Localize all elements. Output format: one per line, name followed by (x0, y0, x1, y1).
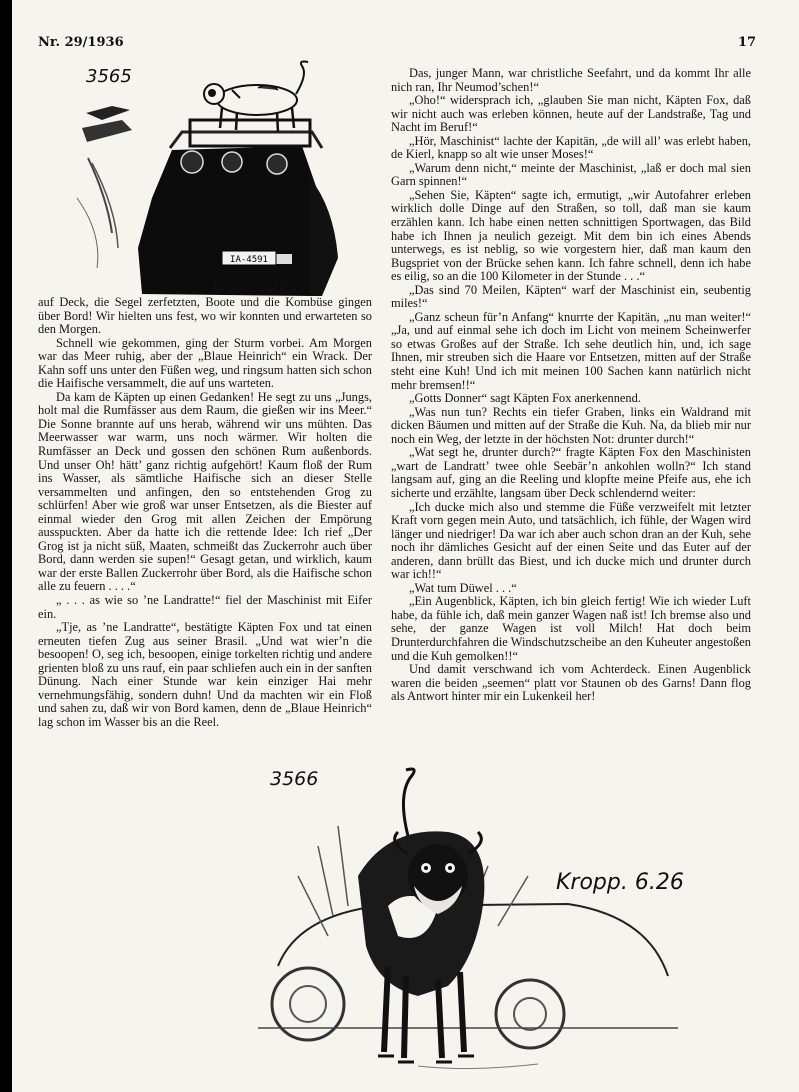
paragraph: „Sehen Sie, Käpten“ sagte ich, ermutigt, „wir Autofahrer erleben wirklich dolle Dinge auf den Straßen, so toll, daß man sie kaum erzählen kann. Ich habe einen netten schnittigen Sportwagen, das Bild habe ich Ihnen ja neulich gezeigt. Mit dem bin ich eines Abends unterwegs, es ist neblig, so wie vorgestern hier, daß man kaum den Bugspriet von der Brücke sehen kann. Ich fahre schnell, denn ich habe es eilig, so an die 100 Kilometer in der Stunde . . .“ (391, 187, 751, 284)
paragraph: „Ganz scheun für’n Anfang“ knurrte der Kapitän, „nu man weiter!“ „Ja, und auf einmal sehe ich doch im Licht von meinem Scheinwerfer so etwas Großes auf der Straße. Ich sehe deutlich hin, und, ich sage Ihnen, mir streuben sich die Haare vor Entsetzen, mitten auf der Straße steht eine Kuh! Und ich mit meinen 100 Sachen kann natürlich nicht mehr bremsen!!“ (391, 309, 751, 392)
paragraph: „Tje, as ’ne Landratte“, bestätigte Käpten Fox und tat einen erneuten tiefen Zug aus seiner Brasil. „Und wat wier’n die besoopen! O, seg ich, besoopen, einige torkelten richtig und andere grienten bloß zu uns rauf, ein paar schliefen auch ein in der sanften Dünung. Nach einer Stunde war kein einziger Hai mehr vernehmungsfähig, sondern duhn! Und da machten wir ein Floß und sahen zu, daß wir von Bord kamen, denn de „Blaue Heinrich“ lag schon im Wasser bis an die Reel. (38, 620, 372, 729)
paragraph: „Warum denn nicht,“ meinte der Maschinist, „laß er doch mal sien Garn spinnen!“ (391, 160, 751, 189)
paragraph: „ . . . as wie so ’ne Landratte!“ fiel der Maschinist mit Eifer ein. (38, 593, 372, 621)
artist-signature: Kropp. 6.26 (556, 870, 684, 895)
paragraph: Das, junger Mann, war christliche Seefahrt, und da kommt Ihr alle nich ran, Ihr Neumod’schen!“ (391, 66, 751, 94)
paragraph: Da kam de Käpten up einen Gedanken! He segt zu uns „Jungs, holt mal die Rumfässer aus dem Raum, die gießen wir ins Meer.“ Die Sonne brannte auf uns herab, während wir uns mühten. Das Meerwasser war warm, uns noch wärmer. Wir holten die Rumfässer an Deck und gossen den schönen Rum außenbords. Und unser Oh! hätt’ ganz richtig aufgehört! Kaum floß der Rum ins Wasser, als sämtliche Haifische sich an dieser Stelle versammelten und anfingen, den so entstehenden Grog zu schlürfen! Aber wie groß war unser Entsetzen, als die Biester auf einmal wieder den Grog mit allen Zeichen der Empörung ausspuckten. Aber da hatte ich die rettende Idee: Ich rief „Der Grog ist ja nicht süß, Maaten, schmeißt das Zuckerrohr auch über Bord, dann werden sie supen!“ Gesagt getan, und wirklich, kaum war der erste Ballen Zuckerrohr über Bord, als die Haifische schon alle zu feuern . . . .“ (38, 389, 372, 594)
paragraph: „Was nun tun? Rechts ein tiefer Graben, links ein Waldrand mit dicken Bäumen und mitten auf der Straße die Kuh. Na, da blieb mir nur noch ein Weg, der letzte in der höchsten Not: drunter durch!“ (391, 404, 751, 446)
paragraph: auf Deck, die Segel zerfetzten, Boote und die Kombüse gingen über Bord! Wir hielten uns fest, wo wir konnten und erwarteten so den Morgen. (38, 295, 372, 337)
paragraph: „Hör, Maschinist“ lachte der Kapitän, „de will all’ was erlebt haben, de Kierl, knapp so alt wie unser Moses!“ (391, 133, 751, 162)
paragraph: „Ich ducke mich also und stemme die Füße verzweifelt mit letzter Kraft vorn gegen mein Auto, und tatsächlich, ich fühle, der Wagen wird länger und niedriger! Da war ich aber auch schon dran an der Kuh, sehe noch ihr dämliches Gesicht auf der einen Seite und das Euter auf der anderen, dann brüllt das Biest, und ich ducke mich und drunter durch war ich!!“ (391, 499, 751, 582)
left-text-column (38, 296, 372, 730)
paragraph: Schnell wie gekommen, ging der Sturm vorbei. Am Morgen war das Meer ruhig, aber der „Blaue Heinrich“ ein Wrack. Der Kahn soff uns unter den Füßen weg, und ringsum hatten sich schon die Haifische versammelt, die auf uns warteten. (38, 335, 372, 391)
right-text-column (391, 67, 751, 704)
magazine-page (12, 0, 799, 1092)
illustration-cow-on-car (72, 58, 342, 298)
issue-number: Nr. 29/1936 (38, 35, 124, 50)
handwritten-archive-number: 3565 (86, 66, 132, 87)
paragraph: „Ein Augenblick, Käpten, ich bin gleich fertig! Wie ich wieder Luft habe, da fühle ich, daß mein ganzer Wagen naß ist! Ich bremse also und sehe, der ganze Wagen ist voll Milch! Hat doch beim Drunterdurchfahren die Windschutzscheibe an den Kuheuter angestoßen und die Kuh gemolken!!“ (391, 594, 751, 663)
illustration-car-under-cow (238, 766, 718, 1082)
paragraph: „Gotts Donner“ sagt Käpten Fox anerkennend. (409, 391, 641, 406)
page-number: 17 (738, 35, 757, 50)
paragraph: „Das sind 70 Meilen, Käpten“ warf der Maschinist ein, seubentig miles!“ (391, 282, 751, 311)
paragraph: Und damit verschwand ich vom Achterdeck. Einen Augenblick waren die beiden „seemen“ platt vor Staunen ob des Garns! Dann flog als Antwort hinter mir ein Lukenkeil her! (391, 662, 751, 704)
license-plate-text: IA-4591 (230, 255, 268, 265)
handwritten-archive-number: 3566 (270, 768, 319, 790)
paragraph: „Oho!“ widersprach ich, „glauben Sie man nicht, Käpten Fox, daß wir nicht auch was erleben können, heute auf der Landstraße, Tag und Nacht im Beruf!“ (391, 93, 751, 135)
artist-signature: Kropp. 6.26 (212, 280, 288, 295)
paragraph: „Wat tum Düwel . . .“ (409, 580, 517, 595)
car-under-cow-drawing (238, 766, 718, 1082)
cow-on-car-drawing (72, 58, 342, 298)
paragraph: „Wat segt he, drunter durch?“ fragte Käpten Fox den Maschinisten „wart de Landratt’ twee ohle Seebär’n ankohlen wolln?“ Ich stand langsam auf, ging an die Reeling und klopfte meine Pfeife aus, ehe ich sicherte und erzählte, langsam über Deck schlendernd weiter: (391, 445, 751, 500)
